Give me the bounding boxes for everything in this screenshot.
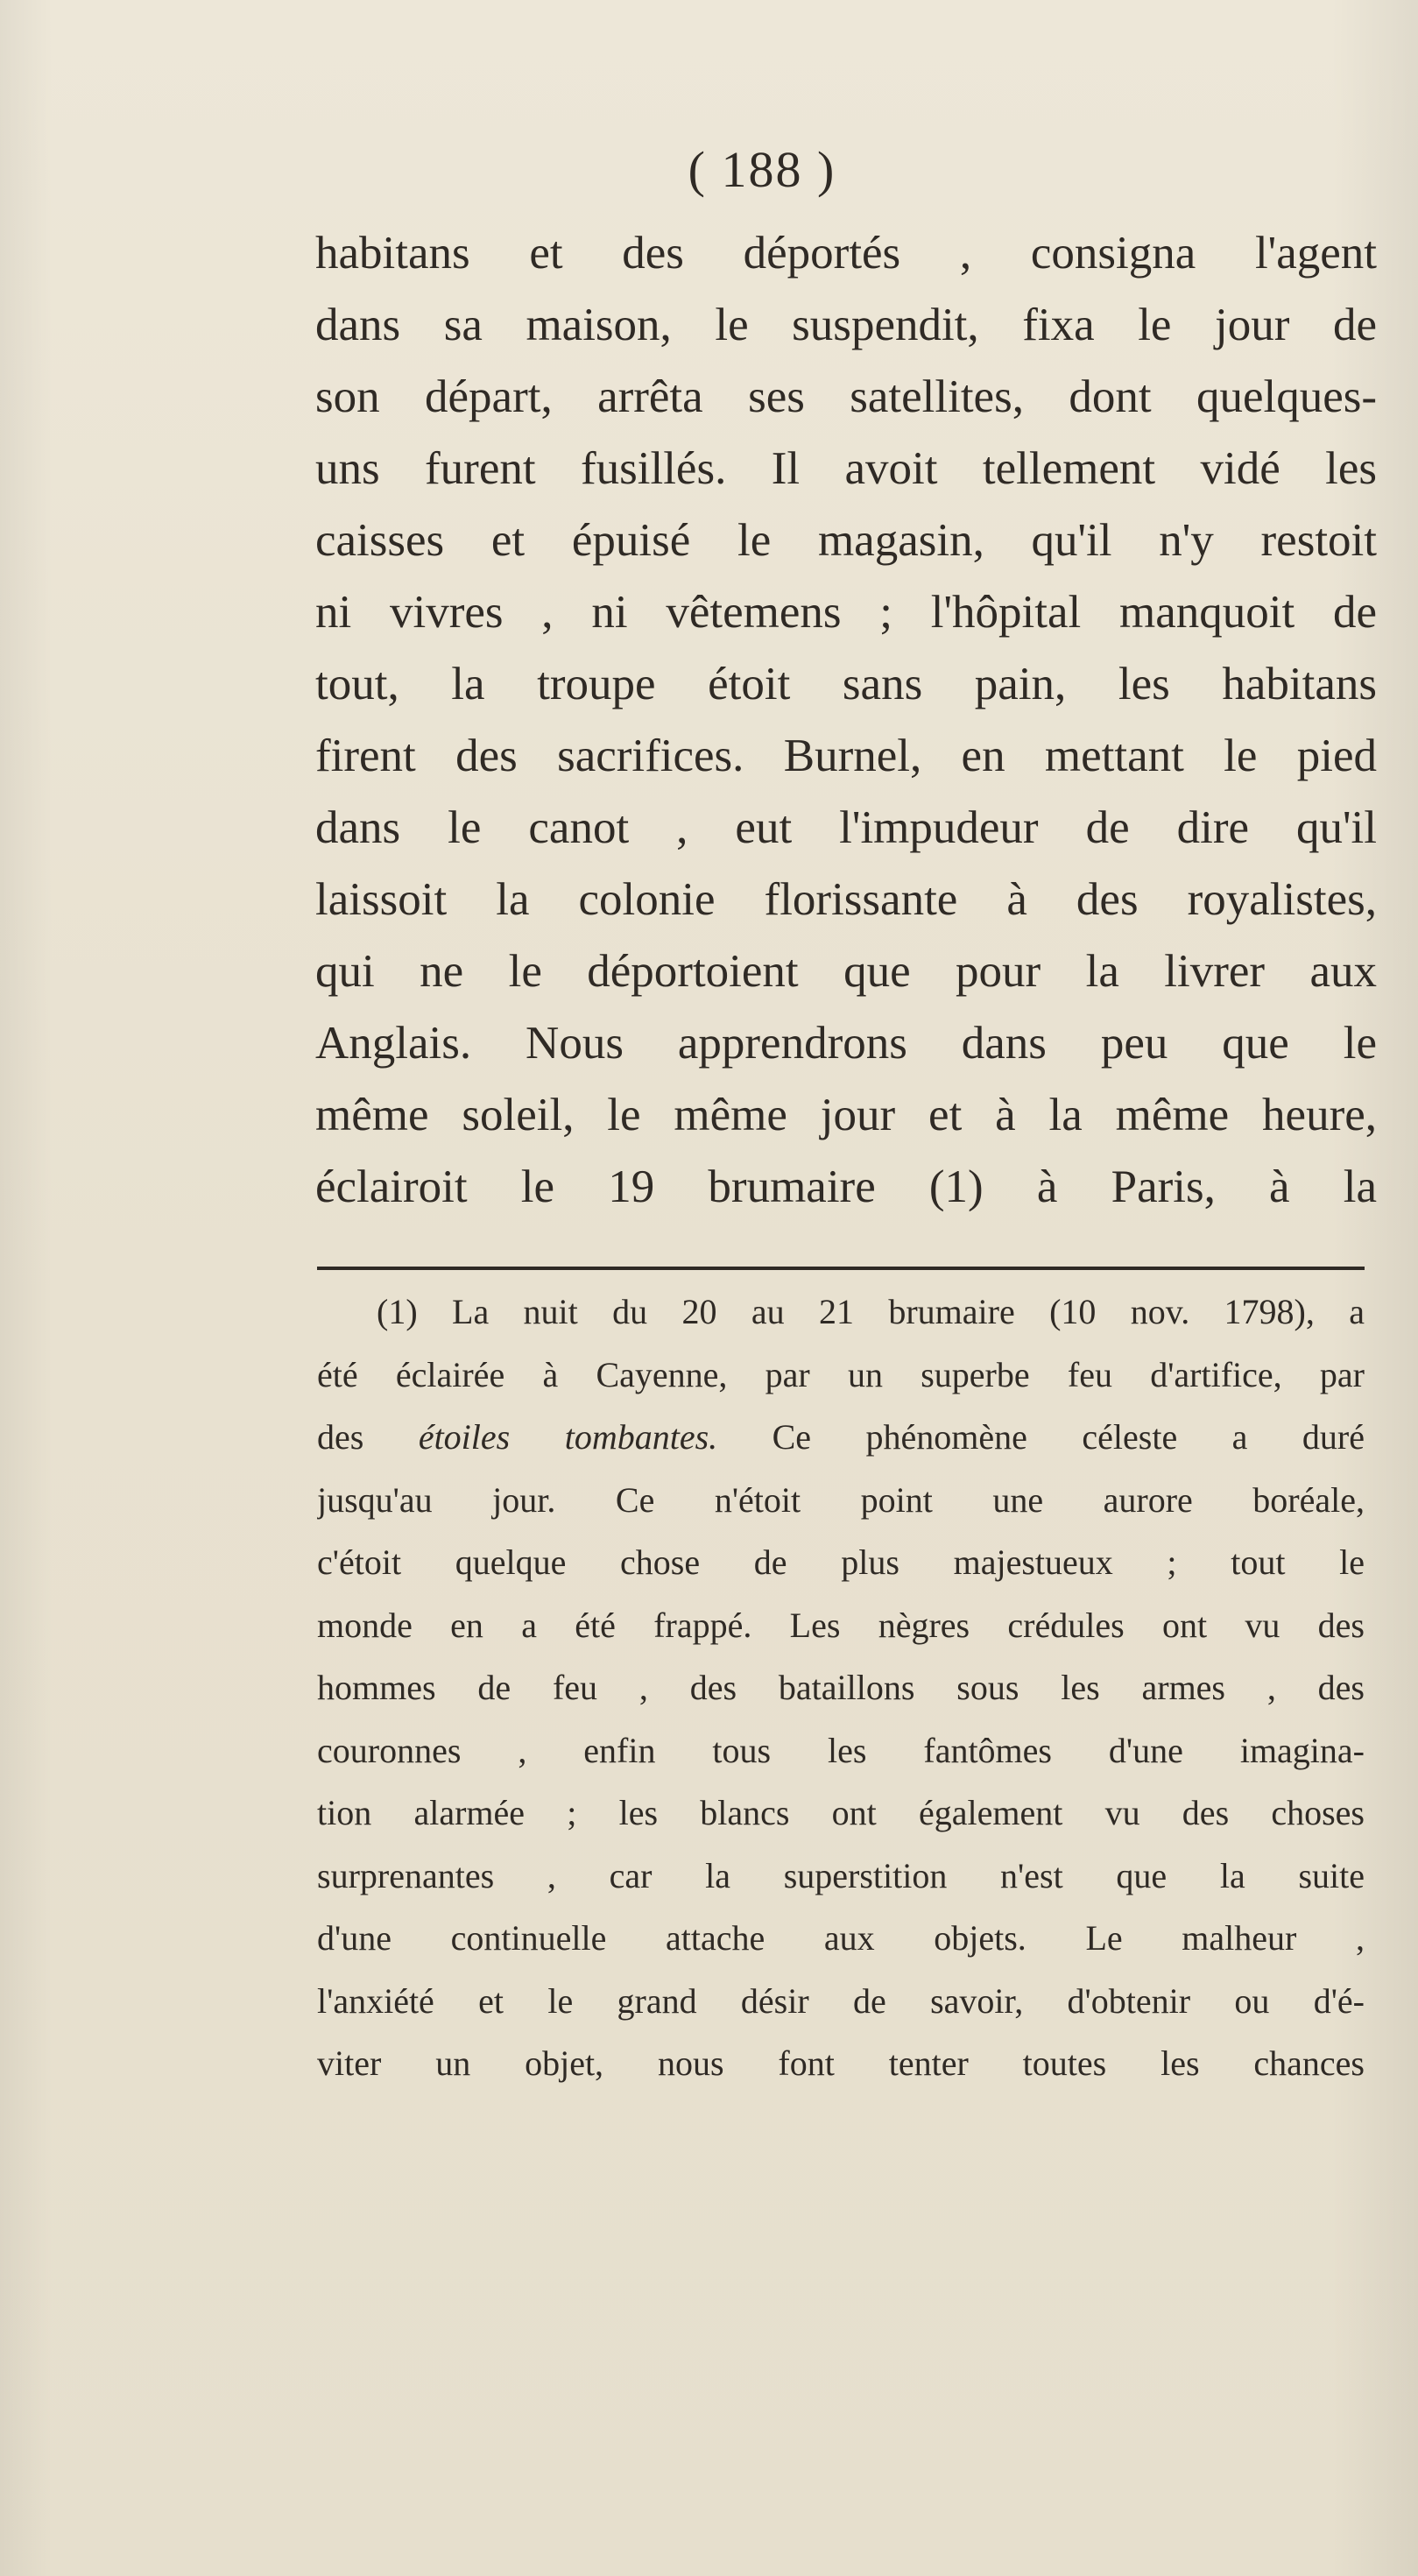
body-line: même soleil, le même jour et à la même heure,: [315, 1090, 1377, 1140]
footnote-text: des: [317, 1417, 419, 1457]
page-number: ( 188 ): [688, 141, 836, 198]
body-line: Anglais. Nous apprendrons dans peu que le: [315, 1018, 1377, 1069]
body-line: caisses et épuisé le magasin, qu'il n'y restoit: [315, 515, 1377, 566]
footnote-line: été éclairée à Cayenne, par un superbe feu d'artifice, par: [317, 1354, 1365, 1394]
body-line: ni vivres , ni vêtemens ; l'hôpital manquoit de: [315, 587, 1377, 638]
footnote-line: d'une continuelle attache aux objets. Le malheur ,: [317, 1918, 1365, 1958]
body-line: firent des sacrifices. Burnel, en mettant le pied: [315, 730, 1377, 781]
footnote-line: jusqu'au jour. Ce n'étoit point une aurore boréale,: [317, 1479, 1365, 1520]
body-line: dans sa maison, le suspendit, fixa le jour de: [315, 300, 1377, 350]
body-line: laissoit la colonie florissante à des royalistes,: [315, 874, 1377, 925]
footnote-line: (1) La nuit du 20 au 21 brumaire (10 nov. 1798), a: [377, 1292, 1365, 1331]
body-line: qui ne le déportoient que pour la livrer aux: [315, 946, 1377, 997]
footnote-line: tion alarmée ; les blancs ont également vu des choses: [317, 1793, 1365, 1832]
footnote-line: hommes de feu , des bataillons sous les armes , des: [317, 1668, 1365, 1707]
body-line: éclairoit le 19 brumaire (1) à Paris, à la: [315, 1161, 1377, 1212]
body-text: [315, 217, 1377, 1223]
footnote-italic-text: étoiles tombantes.: [418, 1417, 718, 1457]
footnote-separator-rule: [317, 1267, 1365, 1270]
footnote-text: Ce phénomène céleste a duré: [717, 1417, 1365, 1457]
footnote-line: c'étoit quelque chose de plus majestueux ; tout le: [317, 1542, 1365, 1582]
body-line: habitans et des déportés , consigna l'agent: [315, 228, 1377, 279]
footnote-line: monde en a été frappé. Les nègres crédules ont vu des: [317, 1605, 1365, 1645]
footnote: [317, 1281, 1365, 2095]
footnote-line: couronnes , enfin tous les fantômes d'une imagina-: [317, 1730, 1365, 1770]
body-line: dans le canot , eut l'impudeur de dire qu'il: [315, 802, 1377, 853]
footnote-line: [317, 1406, 1365, 1469]
body-line: tout, la troupe étoit sans pain, les habitans: [315, 659, 1377, 709]
body-line: uns furent fusillés. Il avoit tellement vidé les: [315, 443, 1377, 494]
body-line: son départ, arrêta ses satellites, dont quelques-: [315, 371, 1377, 422]
footnote-line: l'anxiété et le grand désir de savoir, d'obtenir ou d'é-: [317, 1980, 1365, 2021]
footnote-line: viter un objet, nous font tenter toutes les chances: [317, 2043, 1365, 2083]
footnote-line: surprenantes , car la superstition n'est que la suite: [317, 1855, 1365, 1895]
